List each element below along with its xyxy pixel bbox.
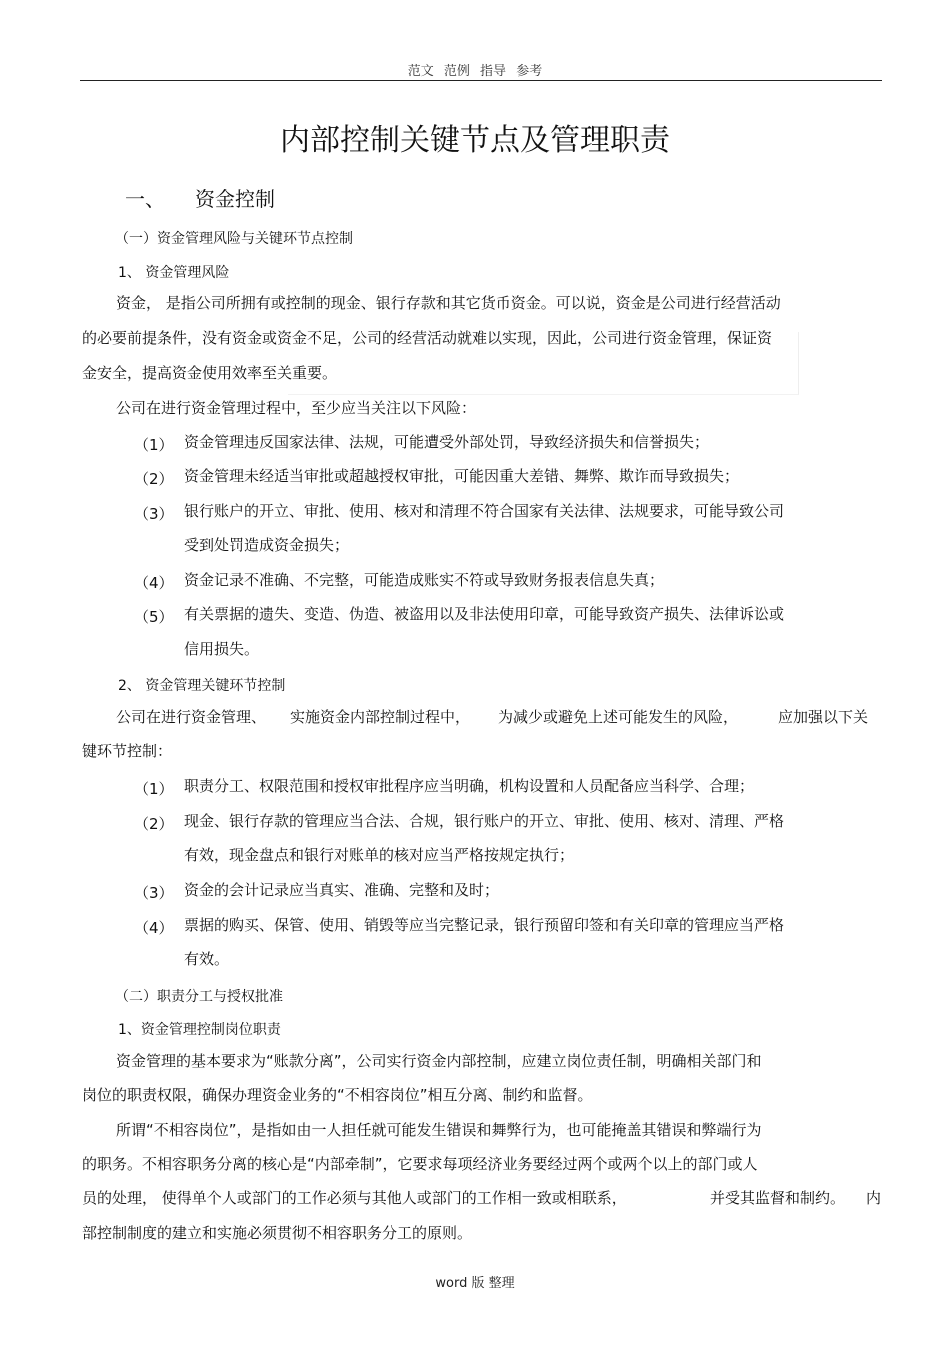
paragraph-segment: 公司在进行资金管理、 — [116, 708, 267, 726]
paragraph-segment: 员的处理， 使得单个人或部门的工作必须与其他人或部门的工作相一致或相联系， — [82, 1189, 627, 1207]
section-heading — [125, 183, 275, 212]
paragraph-segment: 并受其监督和制约。 — [710, 1189, 846, 1207]
document-title: 内部控制关键节点及管理职责 — [280, 123, 670, 158]
list-item-text: 有效。 — [184, 950, 230, 968]
list-item-text: 银行账户的开立、审批、使用、核对和清理不符合国家有关法律、法规要求，可能导致公司 — [184, 502, 785, 520]
heading-risks: 1、 资金管理风险 — [118, 265, 230, 281]
list-item-text: 有效，现金盘点和银行对账单的核对应当严格按规定执行； — [184, 846, 575, 864]
list-item-text: 现金、银行存款的管理应当合法、合规，银行账户的开立、审批、使用、核对、清理、严格 — [184, 812, 785, 830]
paragraph-line: 部控制制度的建立和实施必须贯彻不相容职务分工的原则。 — [82, 1224, 473, 1242]
paragraph-segment: 为减少或避免上述可能发生的风险， — [498, 708, 739, 726]
page-header: 范文 范例 指导 参考 — [407, 64, 543, 79]
paragraph-line: 所谓“不相容岗位”，是指如由一人担任就可能发生错误和舞弊行为，也可能掩盖其错误和弊端行为 — [116, 1121, 762, 1139]
list-number: （1） — [134, 780, 174, 798]
list-number: （1） — [134, 436, 174, 454]
list-item-text: 票据的购买、保管、使用、销毁等应当完整记录，银行预留印签和有关印章的管理应当严格 — [184, 916, 785, 934]
list-number: （2） — [134, 470, 174, 488]
list-number: （5） — [134, 608, 174, 626]
list-item-text: 资金的会计记录应当真实、准确、完整和及时； — [184, 881, 500, 899]
paragraph-line: 资金管理的基本要求为“账款分离”，公司实行资金内部控制，应建立岗位责任制，明确相关部门和 — [116, 1052, 762, 1070]
list-item-text: 职责分工、权限范围和授权审批程序应当明确，机构设置和人员配备应当科学、合理； — [184, 777, 755, 795]
heading-duties: 1、资金管理控制岗位职责 — [118, 1022, 281, 1038]
header-rule — [80, 80, 882, 81]
section-label: 资金控制 — [195, 187, 275, 211]
paragraph-line: 公司在进行资金管理过程中，至少应当关注以下风险： — [116, 399, 477, 417]
list-item-text: 信用损失。 — [184, 640, 260, 658]
section-number: 一、 — [125, 187, 165, 211]
list-number: （3） — [134, 505, 174, 523]
paragraph-segment: 内 — [866, 1189, 882, 1207]
subsection-heading-1: （一）资金管理风险与关键环节点控制 — [115, 231, 353, 247]
list-number: （2） — [134, 815, 174, 833]
list-number: （3） — [134, 884, 174, 902]
paragraph-segment: 实施资金内部控制过程中， — [290, 708, 471, 726]
list-item-text: 资金管理未经适当审批或超越授权审批，可能因重大差错、舞弊、欺诈而导致损失； — [184, 467, 740, 485]
list-number: （4） — [134, 574, 174, 592]
paragraph-line: 岗位的职责权限，确保办理资金业务的“不相容岗位”相互分离、制约和监督。 — [82, 1086, 593, 1104]
list-item-text: 有关票据的遗失、变造、伪造、被盗用以及非法使用印章，可能导致资产损失、法律诉讼或 — [184, 605, 785, 623]
list-number: （4） — [134, 919, 174, 937]
list-item-text: 资金管理违反国家法律、法规，可能遭受外部处罚，导致经济损失和信誉损失； — [184, 433, 710, 451]
paragraph-line: 的职务。不相容职务分离的核心是“内部牵制”，它要求每项经济业务要经过两个或两个以上的部门或人 — [82, 1155, 758, 1173]
paragraph-line: 的必要前提条件，没有资金或资金不足，公司的经营活动就难以实现，因此，公司进行资金管理，保证资 — [82, 329, 773, 347]
page-footer: word 版 整理 — [435, 1276, 515, 1291]
heading-controls: 2、 资金管理关键环节控制 — [118, 678, 286, 694]
paragraph-segment: 应加强以下关 — [778, 708, 869, 726]
paragraph-line: 金安全，提高资金使用效率至关重要。 — [82, 364, 338, 382]
subsection-heading-2: （二）职责分工与授权批准 — [115, 989, 283, 1005]
paragraph-line: 资金， 是指公司所拥有或控制的现金、银行存款和其它货币资金。可以说，资金是公司进行经营活动 — [116, 294, 781, 312]
list-item-text: 资金记录不准确、不完整，可能造成账实不符或导致财务报表信息失真； — [184, 571, 665, 589]
list-item-text: 受到处罚造成资金损失； — [184, 536, 350, 554]
paragraph-line: 键环节控制： — [82, 742, 173, 760]
